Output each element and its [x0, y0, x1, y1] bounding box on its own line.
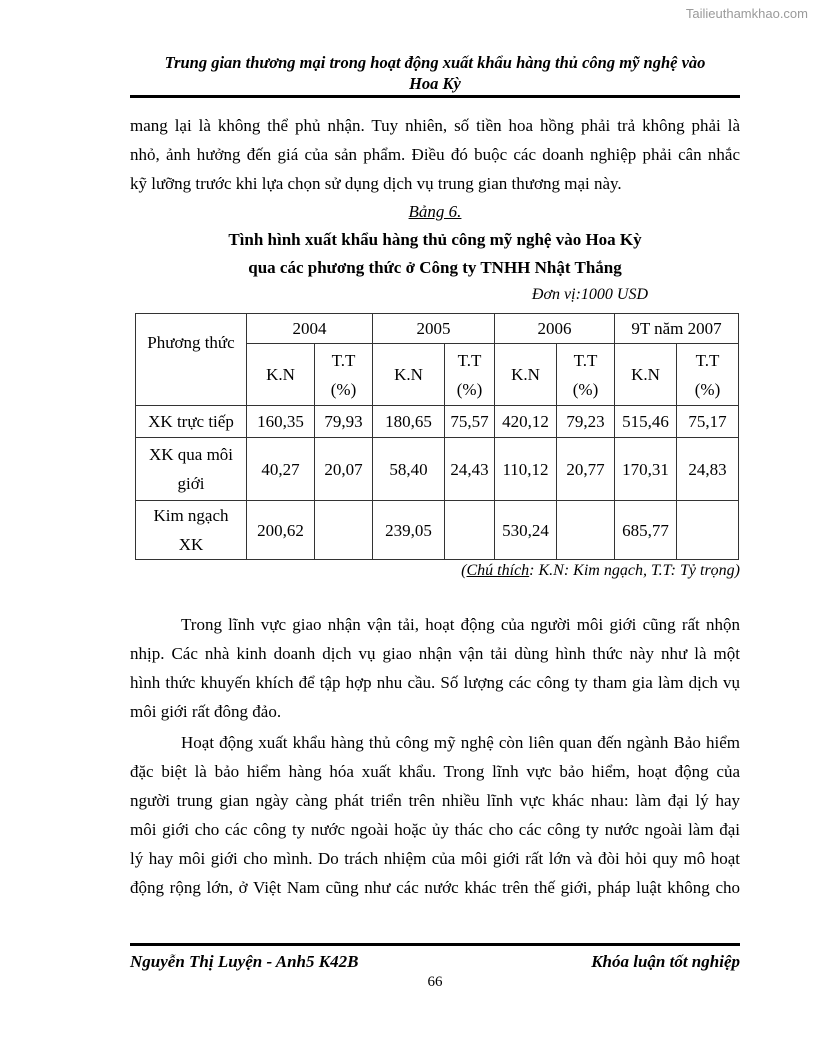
para2-line: môi giới cho các công ty nước ngoài hoặc ủy thác cho các công ty nước ngoài làm đại [130, 820, 740, 839]
intro-line: mang lại là không thể phủ nhận. Tuy nhiên, số tiền hoa hồng phải trả không phải là [130, 116, 740, 135]
header-year: 2005 [373, 314, 495, 344]
table-cell: 110,12 [495, 438, 557, 501]
export-table [135, 313, 739, 560]
table-cell [677, 501, 739, 560]
table-cell: 24,83 [677, 438, 739, 501]
table-title-line1: Tình hình xuất khẩu hàng thủ công mỹ nghệ vào Hoa Kỳ [228, 230, 642, 249]
table-cell: 515,46 [615, 406, 677, 438]
table-row [136, 406, 739, 438]
header-title-line2: Hoa Kỳ [409, 74, 461, 93]
para2-line: Hoạt động xuất khẩu hàng thủ công mỹ nghệ còn liên quan đến ngành Bảo hiểm [181, 733, 740, 752]
table-cell: 200,62 [247, 501, 315, 560]
footer-doc-type: Khóa luận tốt nghiệp [591, 952, 740, 971]
para1-line: hình thức khuyến khích để tập hợp nhu cầu. Số lượng các công ty tham gia làm dịch vụ [130, 673, 740, 692]
header-title-line1: Trung gian thương mại trong hoạt động xuất khẩu hàng thủ công mỹ nghệ vào [164, 53, 706, 72]
table-cell: 160,35 [247, 406, 315, 438]
header-kn: K.N [247, 344, 315, 406]
header-kn: K.N [495, 344, 557, 406]
table-label: Bảng 6. [408, 202, 462, 221]
footer-author: Nguyễn Thị Luyện - Anh5 K42B [130, 952, 359, 971]
unit-label: Đơn vị:1000 USD [531, 286, 648, 303]
header-tt: T.T (%) [315, 344, 373, 406]
table-cell: 20,07 [315, 438, 373, 501]
table-note: (Chú thích: K.N: Kim ngạch, T.T: Tỷ trọng) [461, 562, 740, 579]
header-method: Phương thức [136, 314, 247, 406]
header-year: 2006 [495, 314, 615, 344]
running-header [130, 52, 740, 94]
table-cell: 40,27 [247, 438, 315, 501]
intro-line: nhỏ, ảnh hưởng đến giá của sản phẩm. Điều đó buộc các doanh nghiệp phải cân nhắc [130, 145, 740, 164]
table-cell: 530,24 [495, 501, 557, 560]
header-tt: T.T (%) [557, 344, 615, 406]
para1-line: môi giới rất đông đảo. [130, 702, 282, 721]
footer-rule [130, 943, 740, 946]
table-cell [315, 501, 373, 560]
header-kn: K.N [615, 344, 677, 406]
watermark: Tailieuthamkhao.com [685, 6, 808, 21]
table-cell: 75,17 [677, 406, 739, 438]
row-label: Kim ngạch XK [136, 501, 247, 560]
table-cell [445, 501, 495, 560]
table-cell: 180,65 [373, 406, 445, 438]
header-tt: T.T (%) [677, 344, 739, 406]
table-cell: 685,77 [615, 501, 677, 560]
header-kn: K.N [373, 344, 445, 406]
para2-line: đặc biệt là bảo hiểm hàng hóa xuất khẩu. Trong lĩnh vực bảo hiểm, hoạt động của [130, 762, 740, 781]
table-row [136, 501, 739, 560]
page-number: 66 [427, 974, 443, 990]
header-year: 2004 [247, 314, 373, 344]
para2-line: người trung gian ngày càng phát triển trên nhiều lĩnh vực khác nhau: làm đại lý hay [130, 791, 740, 810]
table-cell: 75,57 [445, 406, 495, 438]
header-rule [130, 95, 740, 98]
para1-line: nhịp. Các nhà kinh doanh dịch vụ giao nhận vận tải dùng hình thức này như là một [130, 644, 740, 663]
row-label: XK qua môi giới [136, 438, 247, 501]
header-year: 9T năm 2007 [615, 314, 739, 344]
table-cell [557, 501, 615, 560]
table-row [136, 438, 739, 501]
table-cell: 79,93 [315, 406, 373, 438]
intro-line: kỹ lưỡng trước khi lựa chọn sử dụng dịch vụ trung gian thương mại này. [130, 174, 622, 193]
header-tt: T.T (%) [445, 344, 495, 406]
table-title-line2: qua các phương thức ở Công ty TNHH Nhật Thắng [248, 258, 622, 277]
para2-line: lý hay môi giới cho mình. Do trách nhiệm của môi giới rất lớn và đòi hỏi quy mô hoạt [130, 849, 740, 868]
table-cell: 24,43 [445, 438, 495, 501]
table-cell: 20,77 [557, 438, 615, 501]
para2-line: động rộng lớn, ở Việt Nam cũng như các nước khác trên thế giới, pháp luật không cho [130, 878, 740, 897]
table-cell: 79,23 [557, 406, 615, 438]
table-cell: 239,05 [373, 501, 445, 560]
para1-line: Trong lĩnh vực giao nhận vận tải, hoạt động của người môi giới cũng rất nhộn [181, 615, 740, 634]
table-cell: 58,40 [373, 438, 445, 501]
table-cell: 420,12 [495, 406, 557, 438]
table-cell: 170,31 [615, 438, 677, 501]
row-label: XK trực tiếp [136, 406, 247, 438]
